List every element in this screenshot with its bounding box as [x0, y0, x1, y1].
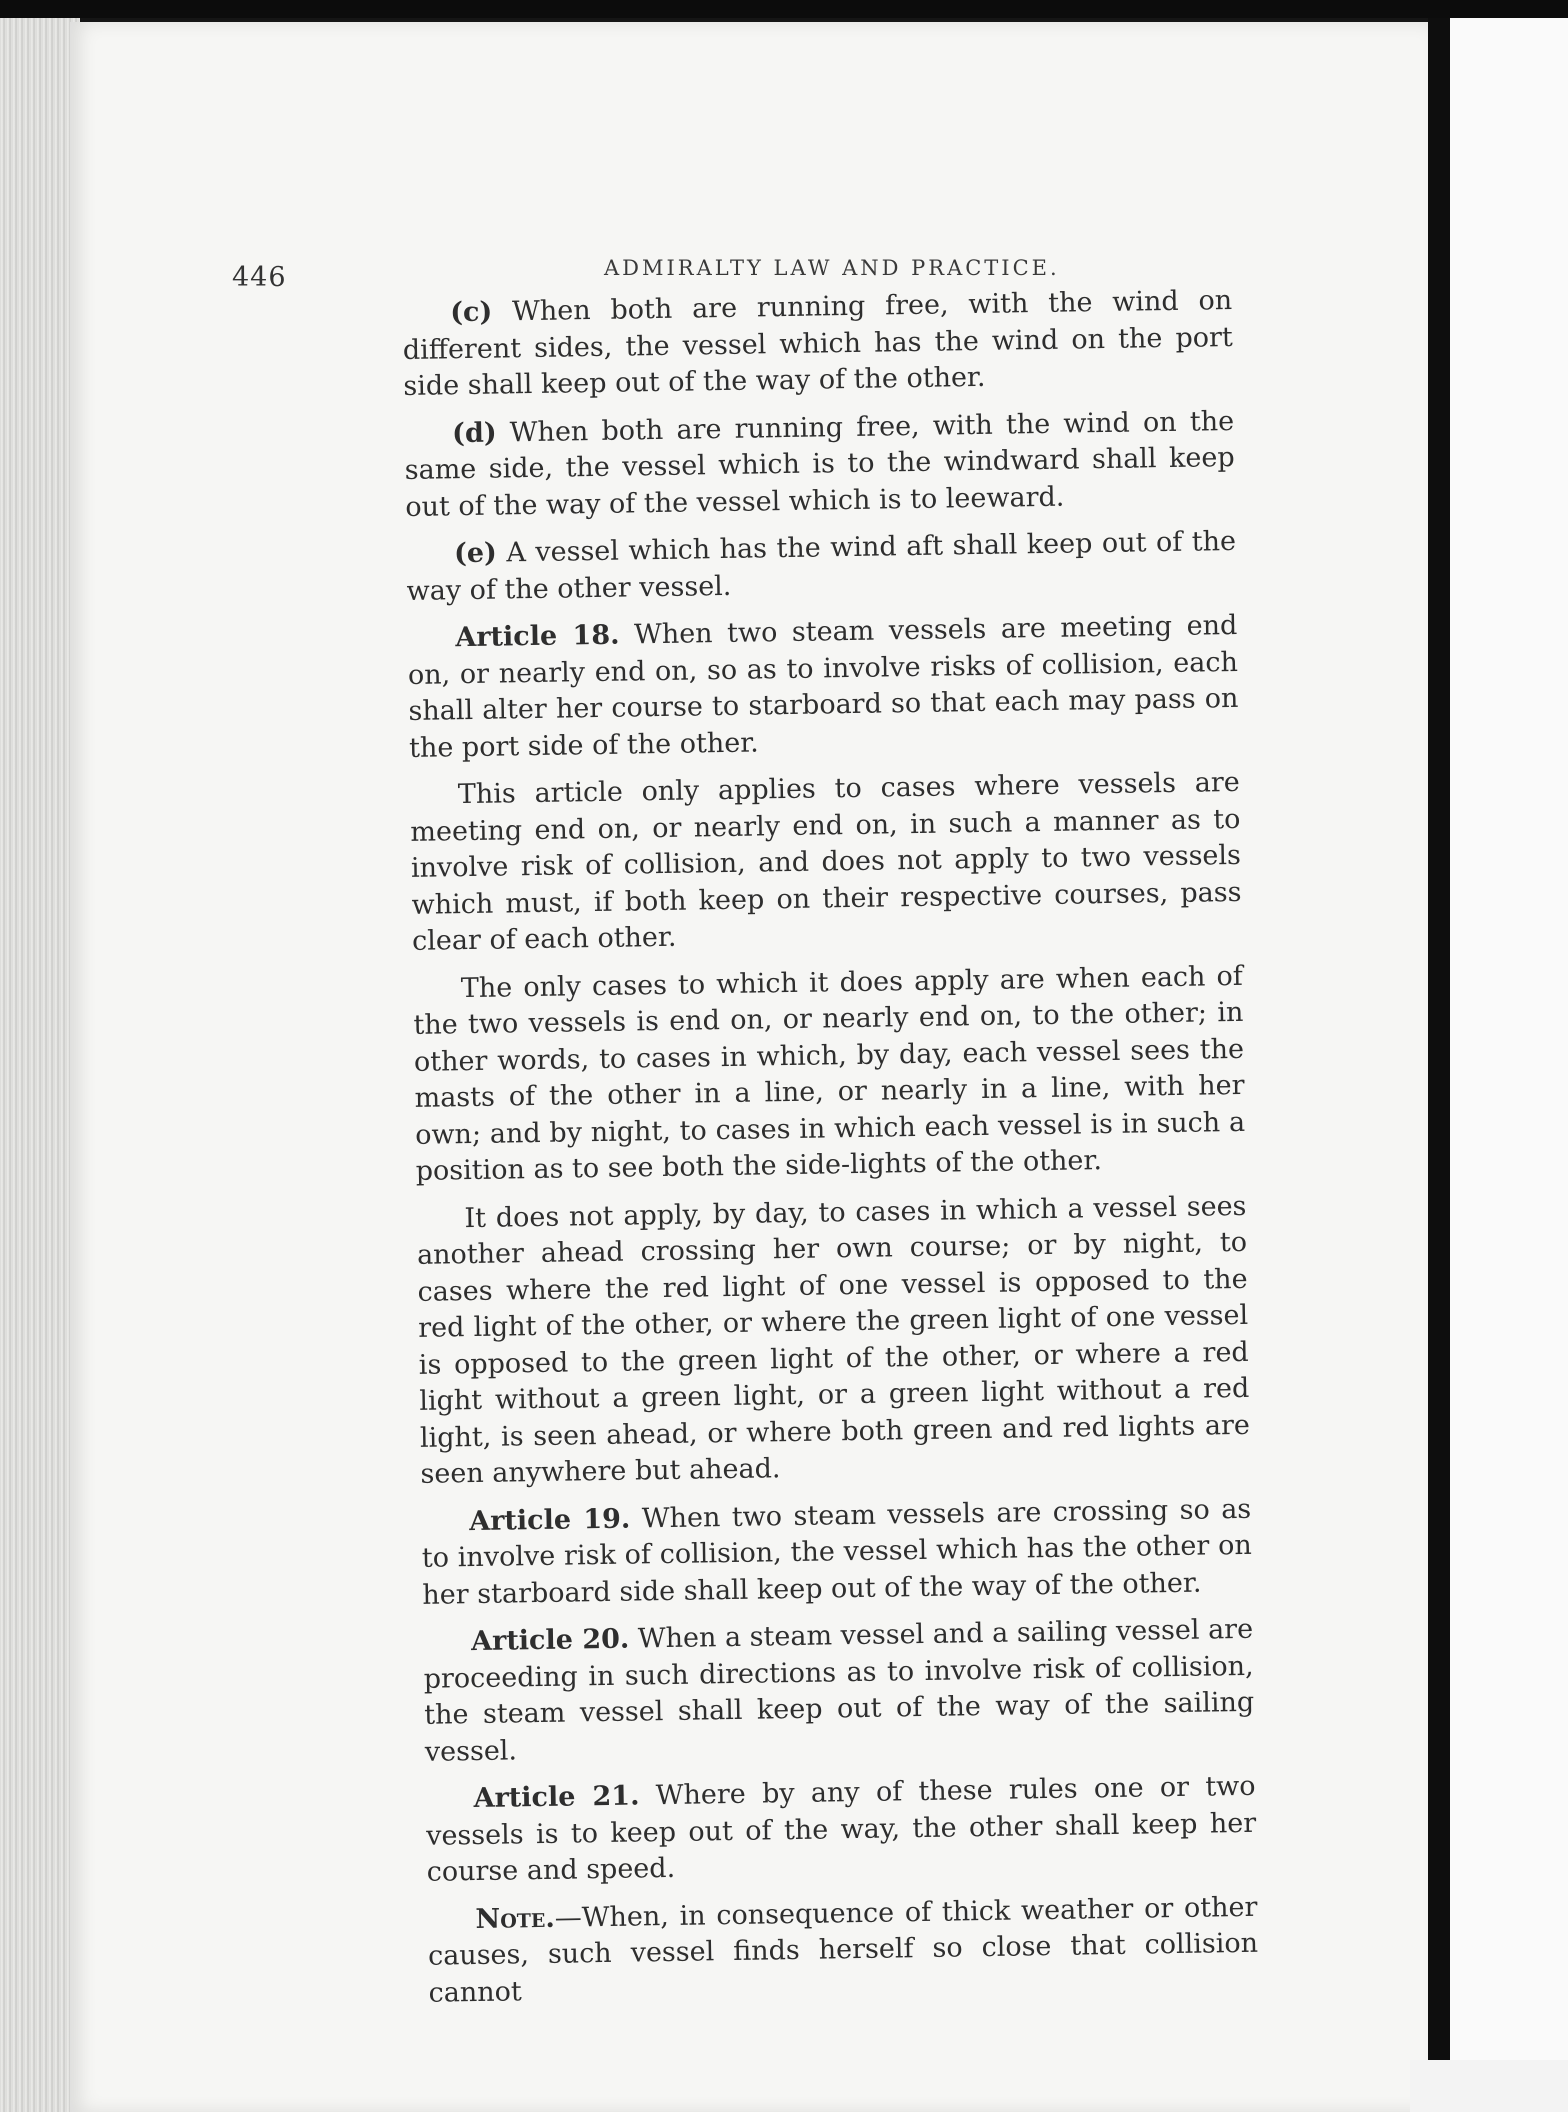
paragraph-text: —When, in consequence of thick weather or other causes, such vessel finds herself so close that collision cannot	[427, 1891, 1259, 2009]
article-19	[421, 1491, 1253, 1614]
note-paragraph	[427, 1889, 1259, 2012]
paragraph-text: This article only applies to cases where vessels are meeting end on, or nearly end on, in such a manner as to involve risk of collision, and does not apply to two vessels which must, if both keep on their respective courses, pass clear of each other.	[410, 766, 1242, 957]
paragraph-e	[406, 524, 1237, 610]
commentary-paragraph	[413, 958, 1246, 1190]
paragraph-lead: (c)	[450, 296, 493, 329]
paragraph-text: It does not apply, by day, to cases in which a vessel sees another ahead crossing her own course; or by night, to cases where the red light of one vessel is opposed to the red light of the other, or where the green light of one vessel is opposed to the green light of the other, or where a red light without a green light, or a green light without a red light, is seen ahead, or where both green and red lights are seen anywhere but ahead.	[416, 1190, 1251, 1490]
commentary-paragraph	[410, 765, 1243, 961]
paragraph-lead: (d)	[451, 417, 497, 449]
article-heading: Article 20.	[470, 1623, 630, 1658]
article-20	[423, 1612, 1255, 1771]
paragraph-text: When two steam vessels are meeting end on, or nearly end on, so as to involve risks of collision, each shall alter her course to starboard so that each may pass on the port side of the other.	[407, 609, 1239, 764]
facing-page	[1450, 18, 1568, 2112]
scanner-top-border	[0, 0, 1568, 18]
paragraph-text: When a steam vessel and a sailing vessel are proceeding in such directions as to involve risk of collision, the steam vessel shall keep out of the way of the sailing vessel.	[423, 1613, 1255, 1768]
paragraph-text: When both are running free, with the wind on the same side, the vessel which is to the windward shall keep out of the way of the vessel which is to leeward.	[404, 405, 1235, 523]
facing-page-corner	[1410, 2060, 1568, 2112]
paragraph-text: Where by any of these rules one or two vessels is to keep out of the way, the other shall keep her course and speed.	[425, 1770, 1257, 1888]
article-heading: Article 19.	[469, 1503, 631, 1537]
paragraph-d	[404, 403, 1236, 526]
article-18	[407, 608, 1239, 767]
body-text	[402, 283, 1259, 2023]
paragraph-text: When two steam vessels are crossing so as to involve risk of collision, the vessel which has the other on her starboard side shall keep out of the way of the other.	[421, 1493, 1252, 1611]
article-heading: Article 18.	[455, 619, 620, 654]
book-gutter	[1428, 18, 1450, 2112]
paragraph-lead: (e)	[453, 537, 498, 570]
book-page-edges	[0, 18, 80, 2112]
running-head: ADMIRALTY LAW AND PRACTICE.	[604, 256, 1060, 280]
note-heading: Note.	[475, 1902, 556, 1935]
article-21	[425, 1769, 1257, 1892]
page-number: 446	[232, 262, 287, 293]
paragraph-c	[402, 283, 1234, 406]
paragraph-text: The only cases to which it does apply are when each of the two vessels is end on, or nearly end on, to the other; in other words, to cases in which, by day, each vessel sees the masts of the other in a line, or nearly in a line, with her own; and by night, to cases in which each vessel is in such a position as to see both the side-lights of the other.	[413, 960, 1246, 1187]
article-heading: Article 21.	[473, 1780, 640, 1815]
commentary-paragraph	[416, 1188, 1250, 1493]
paragraph-text: When both are running free, with the wind on different sides, the vessel which has the wind on the port side shall keep out of the way of the other.	[402, 284, 1233, 402]
paragraph-text: A vessel which has the wind aft shall keep out of the way of the other vessel.	[406, 525, 1237, 607]
